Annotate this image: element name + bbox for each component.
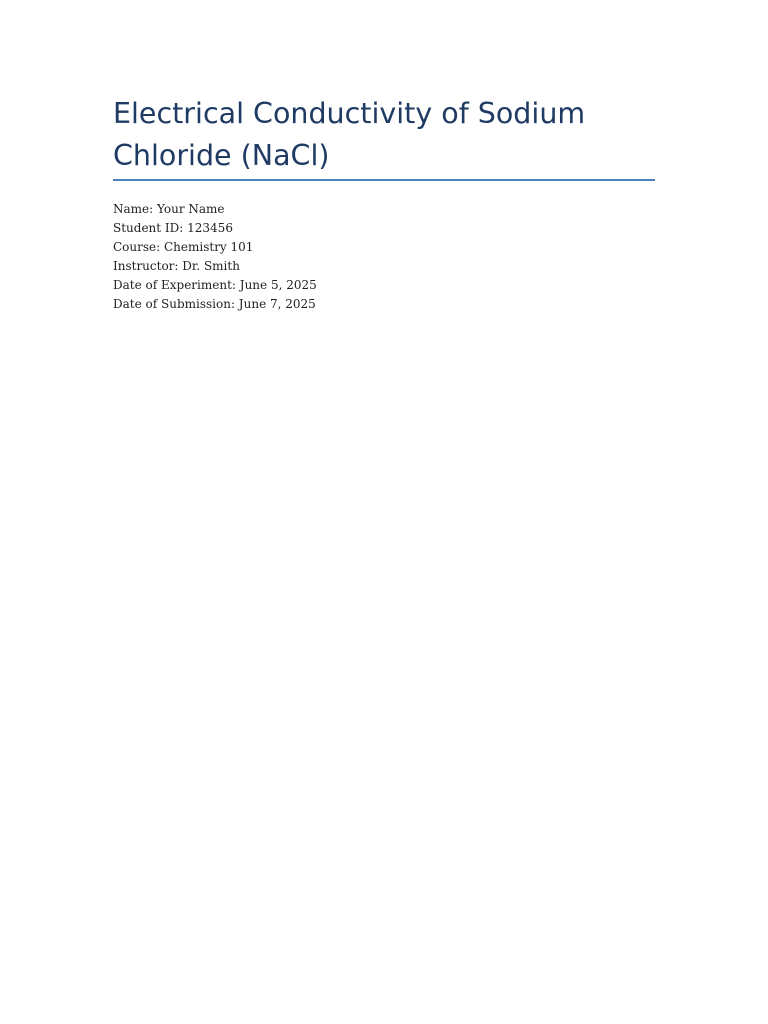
submission-date-line: Date of Submission: June 7, 2025 — [113, 297, 316, 311]
student-name-line: Name: Your Name — [113, 202, 225, 216]
title-underline-rule — [113, 179, 655, 181]
title-block — [113, 93, 655, 177]
student-info-block — [113, 200, 653, 314]
student-id-line: Student ID: 123456 — [113, 221, 233, 235]
document-title: Electrical Conductivity of Sodium Chloride (NaCl) — [113, 97, 586, 172]
course-line: Course: Chemistry 101 — [113, 240, 254, 254]
instructor-line: Instructor: Dr. Smith — [113, 259, 240, 273]
experiment-date-line: Date of Experiment: June 5, 2025 — [113, 278, 317, 292]
